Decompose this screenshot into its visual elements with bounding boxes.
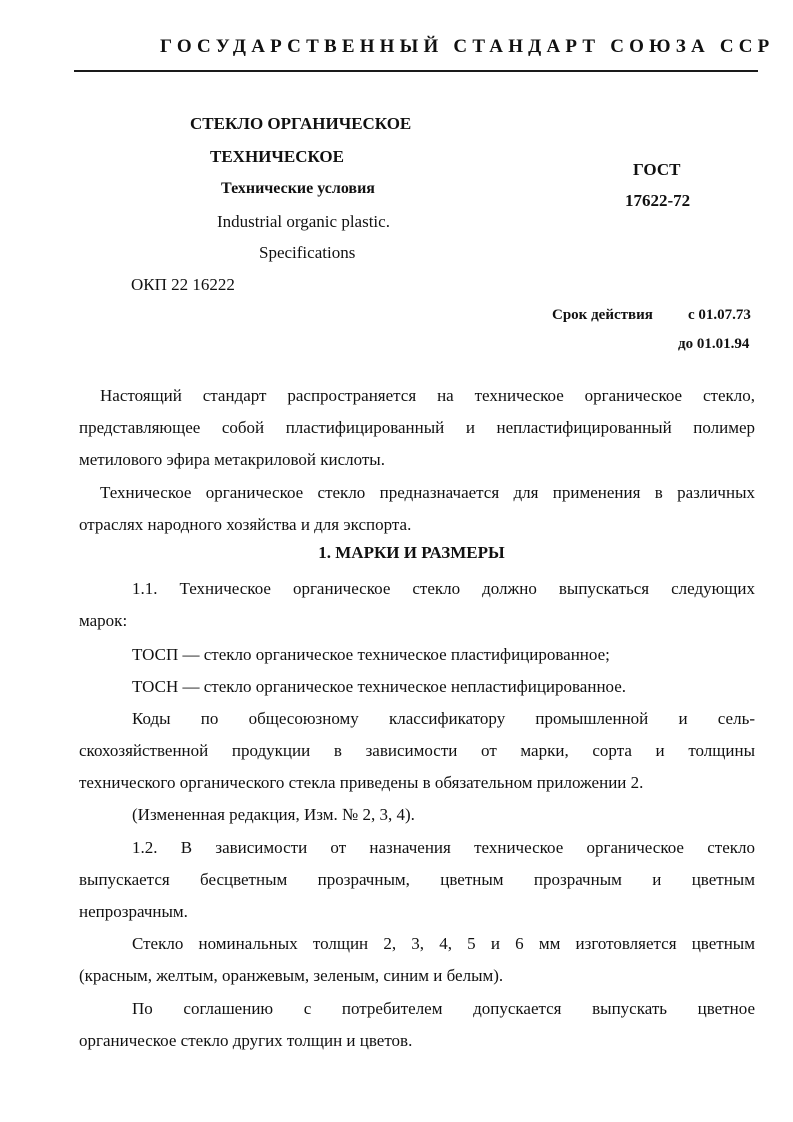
intro-p1-line-3: метилового эфира метакриловой кислоты. [79, 450, 385, 469]
clause-1-2-line-2: выпускается бесцветным прозрачным, цветным прозрачным и цветным [79, 870, 755, 889]
english-title-line-2: Specifications [259, 243, 356, 262]
title-line-2: ТЕХНИЧЕСКОЕ [210, 147, 344, 166]
section-heading: 1. МАРКИ И РАЗМЕРЫ [318, 543, 505, 562]
thickness-line-2: (красным, желтым, оранжевым, зеленым, синим и белым). [79, 966, 504, 985]
clause-1-1-line-2: марок: [79, 611, 128, 630]
grade-tosp: ТОСП — стекло органическое техническое пластифицированное; [132, 645, 610, 664]
gost-number: 17622-72 [625, 191, 691, 210]
agreement-line-2: органическое стекло других толщин и цветов. [79, 1031, 413, 1050]
grade-tosn: ТОСН — стекло органическое техническое непластифицированное. [132, 677, 627, 696]
intro-p2-line-2: отраслях народного хозяйства и для экспорта. [79, 515, 412, 534]
validity-to: до 01.01.94 [678, 336, 750, 352]
agreement-line-1: По соглашению с потребителем допускается выпускать цветное [132, 999, 755, 1018]
intro-p2-line-1: Техническое органическое стекло предназначается для применения в различных [100, 483, 755, 502]
document-header-title: ГОСУДАРСТВЕННЫЙ СТАНДАРТ СОЮЗА ССР [160, 36, 775, 57]
english-title-line-1: Industrial organic plastic. [217, 212, 390, 231]
header-divider [74, 70, 758, 72]
gost-label: ГОСТ [633, 160, 681, 179]
validity-label: Срок действия [552, 307, 653, 323]
thickness-line-1: Стекло номинальных толщин 2, 3, 4, 5 и 6 мм изготовляется цветным [132, 934, 755, 953]
intro-p1-line-2: представляющее собой пластифицированный и непластифицированный полимер [79, 418, 755, 437]
codes-line-3: технического органического стекла приведены в обязательном приложении 2. [79, 773, 644, 792]
codes-line-2: скохозяйственной продукции в зависимости от марки, сорта и толщины [79, 741, 755, 760]
subtitle: Технические условия [221, 180, 375, 197]
amendment-note: (Измененная редакция, Изм. № 2, 3, 4). [132, 805, 415, 824]
clause-1-2-line-1: 1.2. В зависимости от назначения техническое органическое стекло [132, 838, 755, 857]
intro-p1-line-1: Настоящий стандарт распространяется на техническое органическое стекло, [100, 386, 755, 405]
clause-1-2-line-3: непрозрачным. [79, 902, 188, 921]
title-line-1: СТЕКЛО ОРГАНИЧЕСКОЕ [190, 114, 412, 133]
okp-code: ОКП 22 16222 [131, 275, 235, 294]
codes-line-1: Коды по общесоюзному классификатору промышленной и сель- [132, 709, 755, 728]
validity-from: с 01.07.73 [688, 307, 751, 323]
clause-1-1-line-1: 1.1. Техническое органическое стекло должно выпускаться следующих [132, 579, 755, 598]
